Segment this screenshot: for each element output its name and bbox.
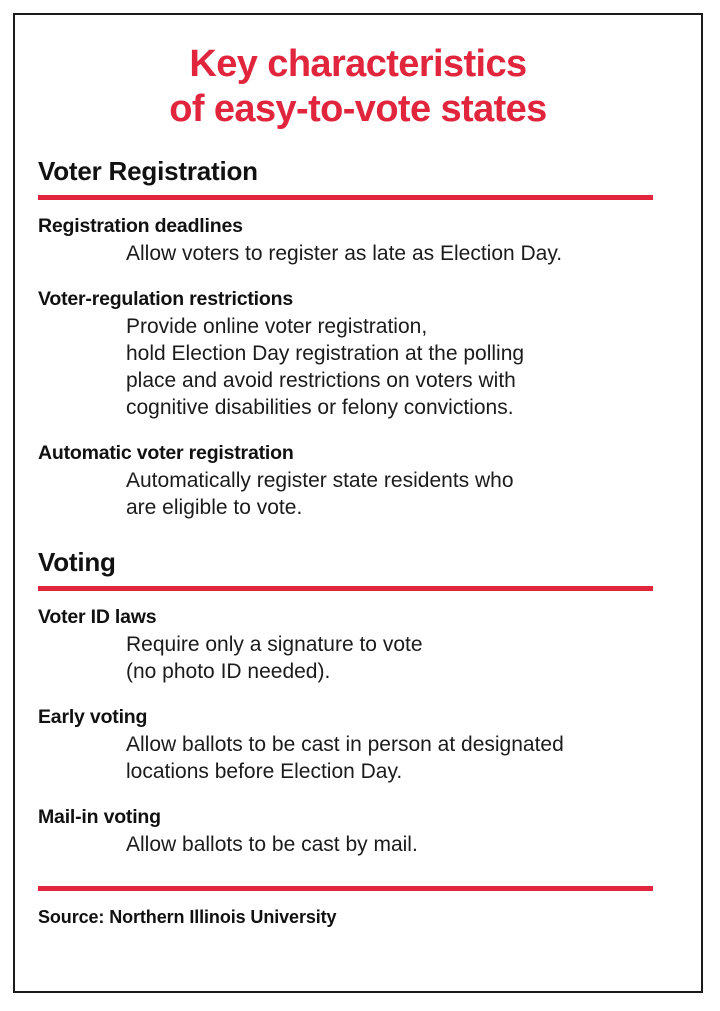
item-body-line: Require only a signature to vote — [126, 633, 423, 656]
page-title-line-2: of easy-to-vote states — [169, 88, 547, 130]
item-automatic-voter-registration — [38, 441, 678, 521]
item-body-line: Allow ballots to be cast by mail. — [126, 833, 418, 856]
page-title — [38, 15, 678, 132]
item-title: Voter-regulation restrictions — [38, 288, 293, 310]
item-body-line: place and avoid restrictions on voters with — [126, 369, 516, 392]
item-body-line: (no photo ID needed). — [126, 660, 331, 683]
item-body — [126, 313, 678, 421]
section-heading-voting: Voting — [38, 547, 116, 577]
item-voter-regulation-restrictions — [38, 287, 678, 421]
item-title: Voter ID laws — [38, 606, 157, 628]
infographic-card — [13, 13, 703, 993]
infographic-content — [15, 15, 701, 928]
section-heading-voter-registration: Voter Registration — [38, 156, 258, 186]
item-body-line: Automatically register state residents who — [126, 469, 514, 492]
section-rule-voting — [38, 586, 653, 591]
item-body-line: locations before Election Day. — [126, 760, 403, 783]
item-voter-id-laws — [38, 605, 678, 685]
item-body — [126, 731, 678, 785]
item-body — [126, 467, 678, 521]
item-body-line: hold Election Day registration at the polling — [126, 342, 525, 365]
item-body-line: Allow ballots to be cast in person at designated — [126, 733, 564, 756]
item-title: Mail-in voting — [38, 806, 161, 828]
section-rule-voter-registration — [38, 195, 653, 200]
item-title: Automatic voter registration — [38, 442, 294, 464]
item-title: Registration deadlines — [38, 215, 243, 237]
item-body-line: are eligible to vote. — [126, 496, 303, 519]
page-title-line-1: Key characteristics — [189, 43, 527, 85]
item-body — [126, 831, 678, 858]
item-body-line: cognitive disabilities or felony convictions. — [126, 396, 514, 419]
item-body — [126, 240, 678, 267]
source-section — [38, 886, 678, 928]
section-voter-registration — [38, 156, 678, 521]
item-body-line: Provide online voter registration, — [126, 315, 428, 338]
source-rule — [38, 886, 653, 891]
source-text: Source: Northern Illinois University — [38, 907, 337, 927]
section-voting — [38, 547, 678, 858]
item-registration-deadlines — [38, 214, 678, 267]
item-early-voting — [38, 705, 678, 785]
item-mail-in-voting — [38, 805, 678, 858]
item-title: Early voting — [38, 706, 148, 728]
item-body — [126, 631, 678, 685]
item-body-line: Allow voters to register as late as Election Day. — [126, 242, 563, 265]
